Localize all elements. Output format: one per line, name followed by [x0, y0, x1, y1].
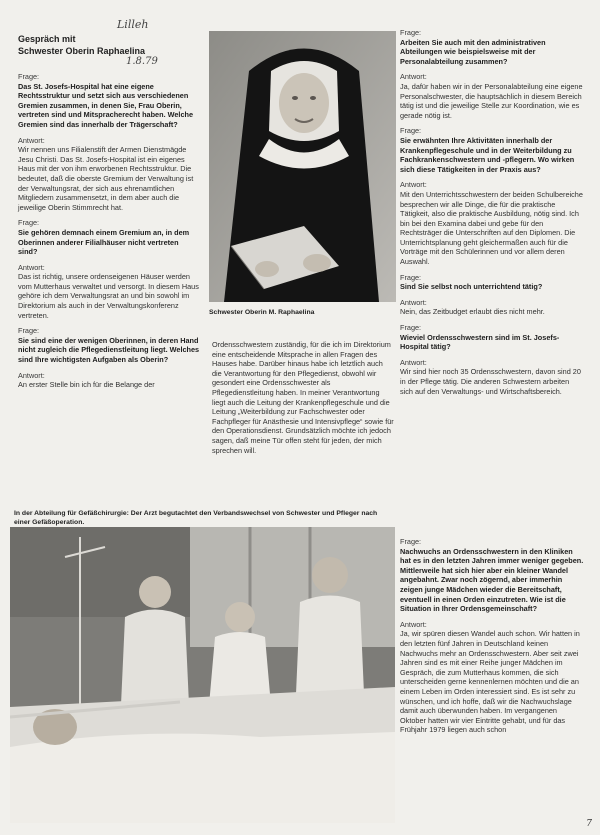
interview-title — [18, 33, 145, 57]
question-label: Frage: — [400, 537, 422, 546]
question-label: Frage: — [400, 28, 422, 37]
answer-label: Antwort: — [400, 180, 427, 190]
answer-text: Mit den Unterrichtsschwestern der beiden Schulbereiche besprechen wir alle Dinge, die für die praktische Tätigkeit, also die praktische Ausbildung, nötig sind. Ich bin bei den Examina dabei und gebe für den Rechtsträger die Unterschriften auf den Diplomen. Die Unterrichtsplanung geht gleichermaßen auch für die Vorträge mit den Schülerinnen und vor allem deren Auswahl. — [400, 189, 583, 267]
answer-text: Das ist richtig, unsere ordenseigenen Häuser werden vom Mutterhaus verwaltet und versorgt. In diesem Haus gehöre ich dem Verwaltungsrat an und bin sowohl im Direktorium als auch in der Verwaltungskonferenz vertreten. — [18, 272, 199, 320]
answer-label: Antwort: — [400, 619, 427, 629]
answer-continuation-text: Ordensschwestern zuständig, für die ich im Direktorium eine entscheidende Mitsprache in allen Fragen des Hauses habe. Darüber hinaus habe ich letztlich auch die Verantwortung für den Pflegedienst, obwohl wir gesondert eine Ordensschwester als Pflegedienstleitung haben. In meiner Verantwortung liegt auch die Leitung der Krankenpflegeschule und die Leitung „Weiterbildung zur Fachschwester oder Fachpfleger für Anästhesie und Intensivpflege“ sowie für den Operationsdienst. Grundsätzlich möchte ich jedoch sagen, daß meine Tür offen steht für jeden, der mich sprechen will. — [212, 340, 394, 455]
handwritten-date: 1.8.79 — [126, 56, 158, 67]
question-label: Frage: — [18, 326, 40, 336]
answer-text: Nein, das Zeitbudget erlaubt dies nicht mehr. — [400, 307, 545, 317]
question-text: Sie erwähnten Ihre Aktivitäten innerhalb der Krankenpflegeschule und in der Weiterbildung zu Fachkrankenschwestern und -pflegern. Wo wirken sich diese Tätigkeiten in der Praxis aus? — [400, 135, 575, 174]
question-text: Das St. Josefs-Hospital hat eine eigene Rechtsstruktur und setzt sich aus verschiedenen Gremien zusammen, in denen Sie, Frau Oberin, vertreten sind und Mitspracherecht haben. Welche Gremien sind das innerhalb der Trägerschaft? — [18, 81, 194, 129]
portrait-caption: Schwester Oberin M. Raphaelina — [209, 309, 315, 316]
question-text: Sie sind eine der wenigen Oberinnen, in deren Hand nicht zugleich die Pflegedienstleitung liegt. Welches sind Ihre wichtigsten Aufgaben als Oberin? — [18, 335, 200, 365]
portrait-illustration — [209, 31, 396, 302]
question-text: Wieviel Ordensschwestern sind im St. Josefs-Hospital tätig? — [400, 332, 560, 352]
right-column-lower — [400, 537, 584, 735]
answer-text: An erster Stelle bin ich für die Belange der — [18, 380, 155, 390]
answer-text: Ja, dafür haben wir in der Personalabteilung eine eigene Personalschwester, die hauptsächlich in diesem Bereich tätig ist und die jeweilige Stelle zur Koordination, wie es gerade nötig ist. — [400, 81, 583, 120]
answer-text: Wir sind hier noch 35 Ordensschwestern, davon sind 20 in der Pflege tätig. Die anderen Schwestern arbeiten sich auf den Verwaltungs- und Wirtschaftsbereich. — [400, 367, 581, 396]
right-column — [400, 28, 584, 396]
answer-label: Antwort: — [18, 370, 45, 380]
hospital-ward-photo — [10, 527, 395, 823]
title-line-2: Schwester Oberin Raphaelina — [18, 46, 146, 56]
question-text: Arbeiten Sie auch mit den administrativen Abteilungen wie beispielsweise mit der Personalabteilung zusammen? — [400, 37, 546, 66]
answer-text: Wir nennen uns Filialenstift der Armen Dienstmägde Jesu Christi. Das St. Josefs-Hospital ist ein eigenes Haus mit der von ihm erworbenen Rechtsstruktur. Die bedeutet, daß die oberste Gremium der Verwaltung ist der Verwaltungsrat, der sich aus ehrenamtlichen Mitgliedern zusammensetzt, in dem aber auch die jeweilige Oberin Stimmrecht hat. — [18, 145, 194, 212]
hospital-scene-illustration — [10, 527, 395, 823]
question-text: Sind Sie selbst noch unterrichtend tätig? — [400, 282, 543, 292]
nun-portrait-photo — [209, 31, 396, 302]
answer-label: Antwort: — [18, 135, 45, 145]
middle-column — [212, 340, 394, 455]
page-number: 7 — [586, 819, 592, 829]
question-label: Frage: — [18, 218, 40, 228]
answer-label: Antwort: — [18, 262, 45, 272]
title-line-1: Gespräch mit — [18, 34, 76, 44]
question-text: Nachwuchs an Ordensschwestern in den Kliniken hat es in den letzten Jahren immer weniger gegeben. Mittlerweile hat sich hier aber ein kleiner Wandel angebahnt. Zwar noch zögernd, aber immerhin zeigen junge Mädchen wieder die Bereitschaft, eventuell in einen Orden einzutreten. Wie ist die Situation in Ihrer Ordensgemeinschaft? — [400, 546, 584, 614]
answer-label: Antwort: — [400, 357, 427, 367]
answer-label: Antwort: — [400, 72, 427, 82]
answer-text: Ja, wir spüren diesen Wandel auch schon. Wir hatten in den letzten fünf Jahren in Deutschland keinen Nachwuchs mehr an Ordensschwestern. Aber seit zwei Jahren sind es mit einer Reihe junger Mädchen im Gespräch, die zum Mutterhaus kommen, die sich unterscheiden gerne kennenlernen möchten und die an einem Leben im Orden interessiert sind. Es ist sehr zu wünschen, und ich hoffe, daß wir die Nachwuchslage damit auch überwunden haben. Im vergangenen Oktober hatten wir vier Eintritte gehabt, und für das Frühjahr 1979 liegen auch schon — [400, 629, 580, 735]
question-label: Frage: — [400, 272, 422, 282]
question-label: Frage: — [18, 72, 40, 81]
question-text: Sie gehören demnach einem Gremium an, in dem Oberinnen anderer Filialhäuser nicht vertreten sind? — [18, 227, 190, 257]
answer-label: Antwort: — [400, 297, 427, 307]
hospital-photo-caption: In der Abteilung für Gefäßchirurgie: Der Arzt begutachtet den Verbandswechsel von Schwester und Pfleger nach einer Gefäßoperation. — [14, 510, 378, 526]
handwritten-note: Lilleh — [117, 18, 149, 31]
left-column — [18, 72, 200, 390]
question-label: Frage: — [400, 323, 422, 333]
question-label: Frage: — [400, 126, 422, 136]
